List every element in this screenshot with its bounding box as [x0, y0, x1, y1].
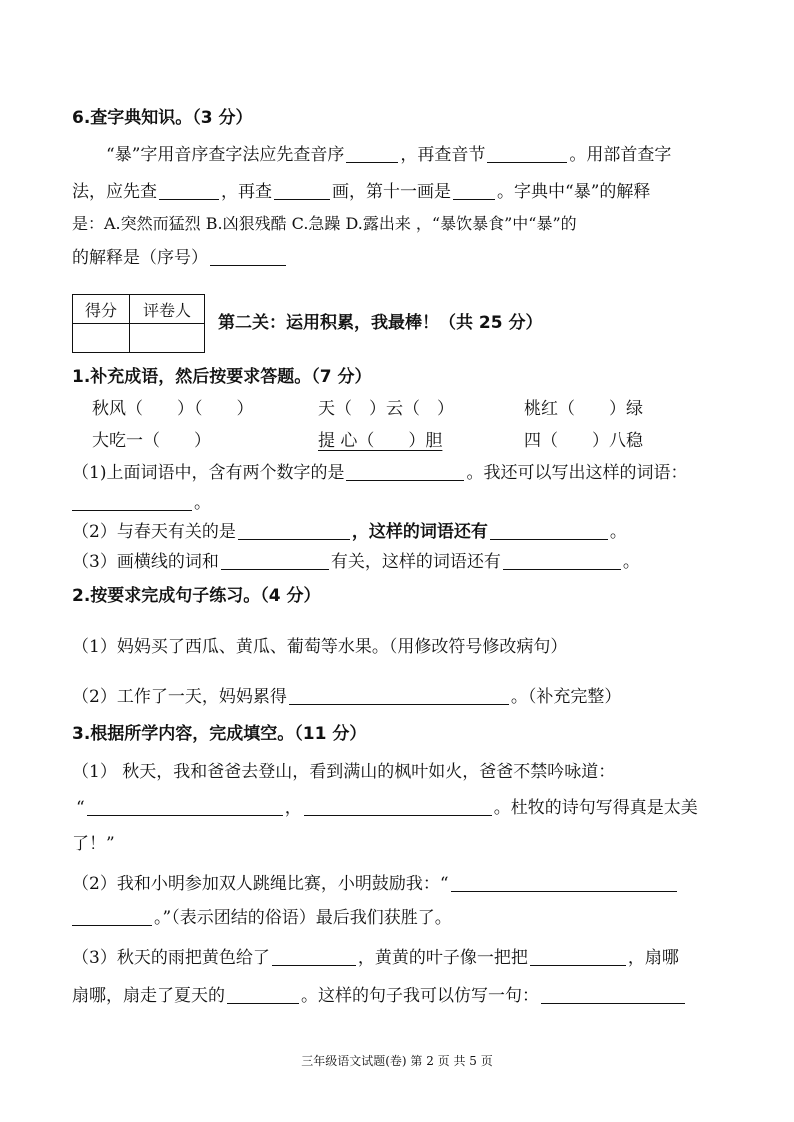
q1-title: 1.补充成语，然后按要求答题。（7 分）	[72, 367, 372, 387]
score-table	[72, 294, 205, 353]
idiom-item: 秋风（ ）（ ）	[92, 399, 254, 419]
grader-header: 评卷人	[130, 295, 205, 324]
q6-line2: 法，应先查 ，再查 画，第十一画是 。字典中“暴”的解释	[72, 182, 651, 202]
answer-blank[interactable]	[451, 873, 677, 892]
q6-line3: 是：A.突然而猛烈 B.凶狠残酷 C.急躁 D.露出来 ，“暴饮暴食”中“暴”的	[72, 214, 577, 233]
answer-blank[interactable]	[221, 551, 329, 570]
q1-sub3: （3）画横线的词和 有关，这样的词语还有 。	[72, 552, 640, 572]
q3-sub3-cont: 扇哪，扇走了夏天的 。这样的句子我可以仿写一句：	[72, 984, 730, 1008]
answer-blank[interactable]	[274, 181, 330, 200]
grader-cell[interactable]	[130, 324, 205, 353]
idiom-item: 桃红（ ）绿	[524, 399, 643, 419]
q2-title: 2.按要求完成句子练习。（4 分）	[72, 586, 321, 606]
answer-blank[interactable]	[346, 462, 464, 481]
page-footer: 三年级语文试题(卷) 第 2 页 共 5 页	[301, 1054, 493, 1068]
answer-blank[interactable]	[490, 521, 608, 540]
answer-blank[interactable]	[272, 947, 356, 966]
answer-blank[interactable]	[227, 985, 299, 1004]
q3-sub1-end: 了！”	[72, 834, 115, 854]
section2-title: 第二关：运用积累，我最棒！（共 25 分）	[218, 313, 543, 333]
answer-blank[interactable]	[304, 797, 492, 816]
answer-blank[interactable]	[487, 144, 567, 163]
answer-blank[interactable]	[289, 686, 509, 705]
score-cell[interactable]	[73, 324, 130, 353]
q3-sub3: （3）秋天的雨把黄色给了 ，黄黄的叶子像一把把 ，扇哪	[72, 948, 679, 968]
answer-blank[interactable]	[238, 521, 350, 540]
answer-blank[interactable]	[72, 492, 192, 511]
answer-blank[interactable]	[72, 907, 152, 926]
idiom-item: 天（ ）云（ ）	[318, 399, 454, 419]
q1-sub1: （1)上面词语中，含有两个数字的是 。我还可以写出这样的词语：	[72, 463, 688, 483]
answer-blank[interactable]	[530, 947, 626, 966]
idiom-item: 四（ ）八稳	[524, 431, 643, 451]
score-header: 得分	[73, 295, 130, 324]
idiom-row-2	[92, 429, 730, 453]
q3-sub2-cont: 。”（表示团结的俗语）最后我们获胜了。	[72, 906, 730, 930]
answer-blank[interactable]	[87, 797, 283, 816]
answer-blank[interactable]	[503, 551, 621, 570]
q1-sub2: （2）与春天有关的是 ，这样的词语还有 。	[72, 522, 627, 542]
q6-line4: 的解释是（序号）	[72, 246, 730, 270]
q3-sub2: （2）我和小明参加双人跳绳比赛，小明鼓励我：“	[72, 872, 730, 896]
answer-blank[interactable]	[453, 181, 495, 200]
q6-title: 6.查字典知识。（3 分）	[72, 108, 253, 128]
q6-line1: “暴”字用音序查字法应先查音序 ，再查音节 。用部首查字	[106, 145, 672, 165]
q1-sub1-cont: 。	[72, 491, 730, 515]
q2-sub1: （1）妈妈买了西瓜、黄瓜、葡萄等水果。（用修改符号修改病句）	[72, 637, 568, 657]
idiom-item-underlined: 提 心（ ）胆	[318, 431, 443, 451]
q3-sub1: （1） 秋天，我和爸爸去登山，看到满山的枫叶如火，爸爸不禁吟咏道：	[72, 762, 616, 782]
q3-sub1-poem: “ ， 。杜牧的诗句写得真是太美	[76, 798, 698, 818]
idiom-item: 大吃一（ ）	[92, 431, 211, 451]
idiom-row-1	[92, 397, 730, 421]
answer-blank[interactable]	[541, 985, 685, 1004]
q3-title: 3.根据所学内容，完成填空。（11 分）	[72, 724, 367, 744]
q2-sub2: （2）工作了一天，妈妈累得 。（补充完整）	[72, 687, 622, 707]
answer-blank[interactable]	[346, 144, 398, 163]
answer-blank[interactable]	[159, 181, 219, 200]
answer-blank[interactable]	[210, 247, 286, 266]
